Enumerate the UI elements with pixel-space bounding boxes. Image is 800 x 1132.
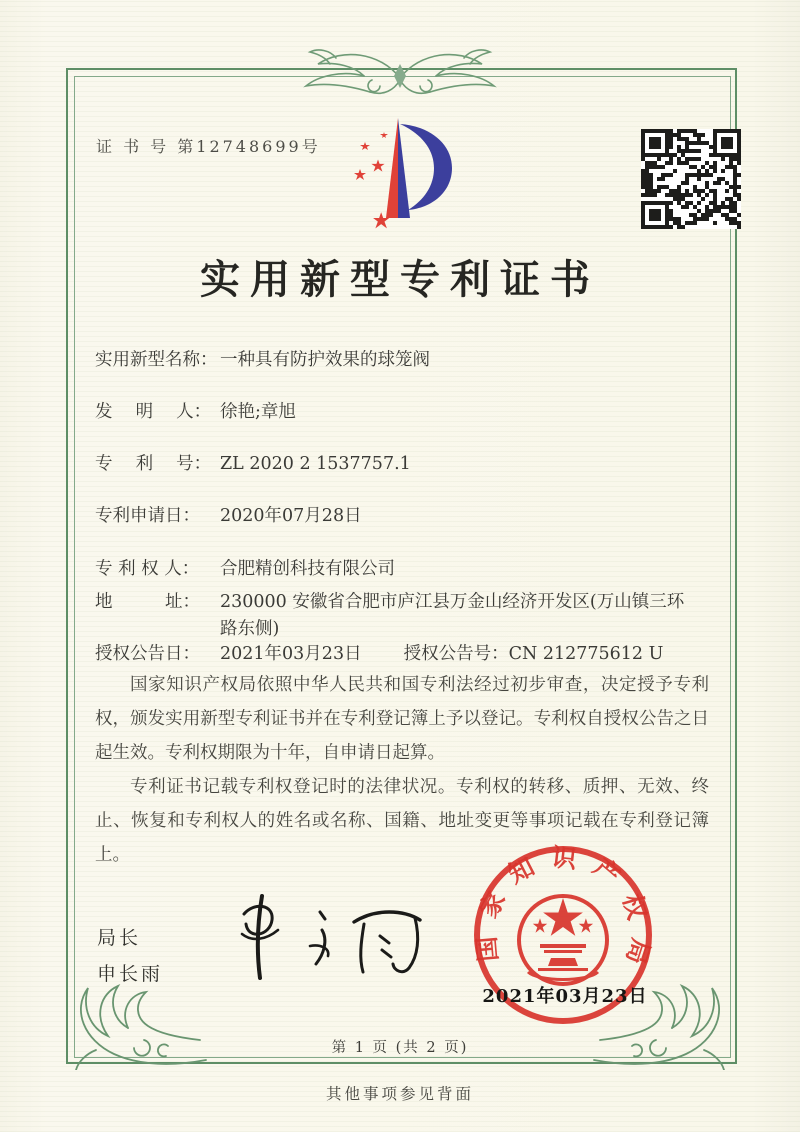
- signer-block: [97, 920, 163, 992]
- field-label: 授权公告日：: [95, 644, 200, 664]
- field-label: 地 址：: [95, 592, 200, 612]
- field-label: 授权公告号：: [403, 644, 509, 664]
- field-row-address: [95, 589, 710, 643]
- field-row-patentee: [95, 556, 710, 583]
- field-label: 专利申请日：: [95, 506, 200, 526]
- field-value: 徐艳;章旭: [220, 402, 296, 422]
- field-value: 一种具有防护效果的球笼阀: [220, 350, 430, 370]
- legal-paragraph: 国家知识产权局依照中华人民共和国专利法经过初步审查，决定授予专利权，颁发实用新型专利证书并在专利登记簿上予以登记。专利权自授权公告之日起生效。专利权期限为十年，自申请日起算。: [95, 675, 709, 763]
- legal-paragraph: 专利证书记载专利权登记时的法律状况。专利权的转移、质押、无效、终止、恢复和专利权人的姓名或名称、国籍、地址变更等事项记载在专利登记簿上。: [95, 777, 709, 865]
- seal-date: 2021年03月23日: [482, 986, 648, 1007]
- field-label: 发 明 人：: [95, 402, 212, 422]
- field-label: 专 利 权 人：: [95, 559, 200, 579]
- field-value: 230000 安徽省合肥市庐江县万金山经济开发区(万山镇三环路东侧): [220, 592, 685, 639]
- field-row-filing-date: [95, 503, 710, 530]
- certificate-number: 证 书 号 第12748699号: [96, 137, 321, 156]
- signer-name: 申长雨: [97, 963, 164, 985]
- field-row-grant: [95, 641, 710, 668]
- field-row-name: [95, 347, 710, 374]
- field-value: 2021年03月23日: [220, 644, 362, 664]
- field-value: ZL 2020 2 1537757.1: [220, 454, 411, 474]
- signer-title: 局长: [97, 927, 142, 949]
- field-value: 2020年07月28日: [220, 506, 362, 526]
- field-label: 专 利 号：: [95, 454, 212, 474]
- field-value: CN 212775612 U: [508, 644, 664, 664]
- qr-code: [641, 129, 741, 229]
- page-title: 实用新型专利证书: [200, 256, 600, 303]
- back-side-note: 其他事项参见背面: [325, 1085, 474, 1103]
- field-label: 实用新型名称：: [95, 350, 218, 370]
- seal-ring-text: 国家知识产权局: [470, 842, 656, 983]
- field-row-patent-number: [95, 451, 710, 478]
- field-value: 合肥精创科技有限公司: [220, 559, 395, 579]
- director-signature: [222, 890, 427, 990]
- page-number: 第 1 页 (共 2 页): [331, 1040, 469, 1056]
- field-row-inventor: [95, 399, 710, 426]
- national-emblem: [519, 896, 607, 984]
